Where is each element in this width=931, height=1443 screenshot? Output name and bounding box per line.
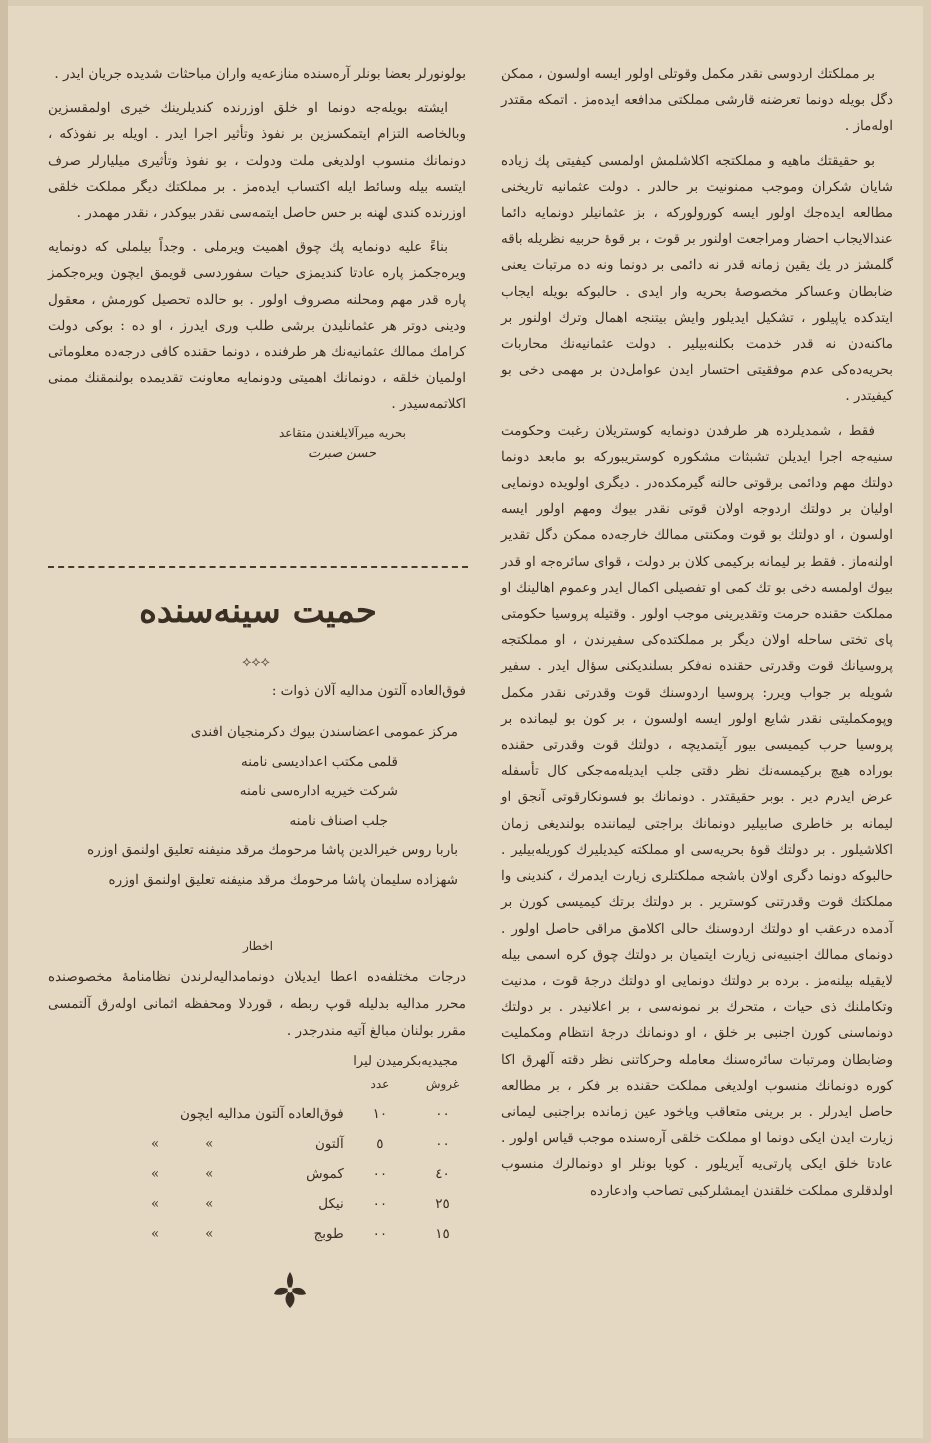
cell-count: ٠٠	[372, 1196, 388, 1212]
table-row	[128, 1219, 473, 1249]
section-divider	[48, 566, 468, 568]
cell-ditto: »	[150, 1136, 160, 1152]
left-paragraph-1: بولونورلر بعضا بونلر آره‌سنده منازعه‌یه واران مباحثات شدیده جریان ایدر .	[54, 66, 466, 82]
table-row	[128, 1159, 473, 1189]
cell-piastre: ٢٥	[435, 1196, 450, 1212]
cell-count: ١٠	[372, 1106, 388, 1122]
notice-text: درجات مختلفه‌ده اعطا ایدیلان دونمامدالیه‌لرندن نظامنامهٔ مخصوصنده محرر مدالیه بدلیله قوپ ربطه ، قوردلا ومحفظه اثمانی اوله‌رق آلتمسی مقرر بولنان مبالغ آتیه مندرجدر .	[48, 969, 466, 1039]
right-paragraph-2: بو حقیقتك ماهیه و مملکتجه اکلاشلمش اولمسی کیفیتی پك زیاده شایان شکران وموجب ممنونیت بر حالدر . دولت عثمانیه تاریخنی مطالعه ایده‌جك اولور ایسه کورولورکه ، بز عثمانیلر دونمایه دائما عندالایجاب احضار ومراجعت اولنور بر قوت ، بر قوهٔ حربیه نظریله باقه‌ گلمشز در یك یقین زمانه قدر نه دائمی بر دونما ونه ده مرتبات یعنی ضابطان وعساکر مخصوصهٔ بحریه وار ایدی . حالبوکه بویله ایجاب ایتدکده یاپیلور ، تشکیل ایدیلور وایش بیتنجه اهمال وترك اولنور بر ماکنه‌دن نه قدر خدمت بکلنه‌بیلیر . دولت عثمانیه‌نك محاربات بحریه‌ده‌کی عدم موفقیتی احتسار ایدن عوامل‌دن بر مهمی دخی بو کیفیتدر .	[501, 152, 893, 405]
honorees-intro: فوق‌العاده آلتون مدالیه آلان ذوات :	[271, 683, 466, 699]
cell-medal-name: نیکل	[318, 1196, 344, 1212]
list-item: جلب اصناف نامنه	[289, 812, 388, 829]
table-row	[128, 1129, 473, 1159]
cell-ditto: »	[205, 1166, 214, 1182]
list-item: باربا روس خیرالدین پاشا مرحومك مرقد منیفنه تعلیق اولنمق اوزره	[87, 842, 458, 858]
page-edge	[0, 0, 8, 1443]
cell-medal-name: کموش	[306, 1166, 344, 1182]
list-item: شرکت خیریه اداره‌سی نامنه	[239, 783, 398, 799]
list-item: قلمی مکتب اعدادیسی نامنه	[241, 753, 398, 770]
left-paragraph-3: بناءً علیه دونمایه پك چوق اهمیت ویرملی . وجداً بیلملی که دونمایه ویره‌جکمز پاره عادتا کندیمزی حیات سفوردسی قویمق ایچون ویره‌جکمز پاره قدر مهم ومحلنه مصروف اولور . بو حالده تحصیل کورمش ، معقول ودینی دوتر هر عثمانلیدن برشی طلب وری ایدرز ، او ده : بوکی دولت کرامك ممالك عثمانیه‌نك هر طرفنده ، دونما حقنده کافی درجه‌ده معلوماتی اولمیان خلقه ، دونمانك اهمیتی ودونمایه معاونت تقدیمده بولنمقنك ممنی اکلاتمه‌سیدر .	[48, 239, 466, 413]
floral-tailpiece-icon	[270, 1268, 310, 1312]
cell-piastre: ٠٠	[435, 1136, 450, 1152]
table-header-row	[128, 1077, 473, 1099]
left-column	[48, 61, 466, 471]
cell-ditto: »	[205, 1136, 214, 1152]
ornament-flourish-icon: ⟡⟡⟡	[242, 654, 270, 670]
cell-ditto: »	[150, 1196, 160, 1212]
cell-ditto: »	[150, 1166, 160, 1182]
cell-medal-name: فوق‌العاده آلتون مدالیه ایچون	[179, 1106, 344, 1122]
table-row	[128, 1189, 473, 1219]
cell-count: ٠٠	[372, 1226, 388, 1242]
column-header-count: عدد	[370, 1077, 390, 1091]
cell-ditto: »	[205, 1226, 214, 1242]
left-paragraph-2: ایشته بویله‌جه دونما او خلق اوزرنده کندیلرینك خیری اولمقسزین وبالخاصه التزام ایتمکسزین بر نفوذ وتأثیر اجرا ایدر . اویله بر نفوذکه ، دونمانك منسوب اولدیغی ملت ودولت ، بو نفوذ وتأثیری میلیارلر صرف ایتسه بیله وسائط ایله اکتساب ایده‌مز . بر مملکتك دیگر مملکت خلقی اوزرنده کندی لهنه بر حس حاصل ایتمه‌سی نقدر بیوکدر ، نقدر مهمدر .	[48, 100, 466, 222]
author-rank: بحریه میرآلایلغندن متقاعد	[278, 425, 406, 440]
right-column	[501, 61, 893, 1212]
cell-piastre: ٠٠	[435, 1106, 450, 1122]
cell-ditto: »	[150, 1226, 160, 1242]
cell-piastre: ٤٠	[435, 1166, 450, 1182]
table-row	[128, 1099, 473, 1129]
cell-count: ٠٠	[372, 1166, 388, 1182]
price-caption: مجیدیه‌بکرمیدن لیرا	[353, 1054, 458, 1069]
list-item: مرکز عمومی اعضاسندن بیوك دکرمنجیان افندی	[190, 724, 458, 740]
honorees-list	[48, 718, 468, 895]
cell-count: ٥	[376, 1136, 384, 1152]
column-header-piastre: غروش	[425, 1077, 460, 1091]
list-item: شهزاده سلیمان پاشا مرحومك مرقد منیفنه تعلیق اولنمق اوزره	[108, 871, 458, 888]
right-paragraph-3: فقط ، شمدیلرده هر طرفدن دونمایه کوستریلان رغبت وحکومت سنیه‌جه اجرا ایدیلن تشبثات مشکوره کوستریبورکه بو مابعد دونما دولتك مهم ودائمی برقوتی حالنه گیرمکده‌در . دیگری اولویده دونمایی اولیان بر دولتك اردوجه اولان قوتی نقدر بیوك ومهم اولور ایسه اولسون ، او دولتك بو قوت ومکنتی ممالك خارجه‌ده ممکن دگل تقدیر اولنه‌ماز . فقط بر لیمانه برکیمی کلان بر دولت ، قوای سائره‌جه او قدر بیوك اولمسه دخی بو تك کمی او تفصیلی اکمال ایدر وعموم اهالینك او مملکت حقنده حرمت وتقدیرینی موجب اولور . وقتیله پروسیا حکومتی پای تختی ساحله اولان دیگر بر مملکتده‌کی سفیرندن ، او مملکتجه پروسیانك قوت وقدرتی حقنده نه‌فکر بسلندیکنی سؤال ایدر . سفیر شویله بر جواب ویرر: پروسیا اردوسنك قوت وقدرتی نقدر مکمل وپومکملیتی نقدر شایع اولور ایسه اولسون ، بر کون بو لیمانده بر پروسیا حرب کیمیسی بیور آیتمدیچه ، دولتك قوت وقدرتی حقنده بوراده هیچ برکیمسه‌نك نظر دقتی جلب ایدیله‌مه‌جکی کال تأسفله عرض ایدرم دیر . بوبر حقیقتدر . دونمانك بو فسونکارقوتی آنجق او لیمانه بر خاطری صابیلیر دونمانك براجتی لیماننده بولندیغی زمان اکلاشیلور . بر دولتك قوهٔ بحریه‌سی او مملکته کیدیلیرك کوریله‌بیلیر . حالبوکه دونما دگری اولان باشجه مملکتلری زیارت ایدمرك ، کندینی وا مملکتك قوت وقدرتنی کوستریر . بر دولتك برتك کیمیسی کورن بر آدمده درعقب او دولتك اردوسنك حالی اکلامق مراقی حاصل اولور . دونمای ممالك اجنبیه‌نی زیارت ایتمیان بر دولتك چوق کره اسمی بیله لایقیله بیلنه‌مز . برده بر دولتك دونمایی او دولتك درجهٔ قوت ، مدنیت وتکاملنك ذی حیات ، متحرك بر نمونه‌سی ، بر اعلانیدر . بر دولتك دونماسنی کورن اجنبی بر خلق ، او دونمانك درجهٔ انتظام ومکملیت وضابطان ومرتبات سائره‌سنك معامله وحرکاتنی نظر دقته آلهرق اکا کوره دونمانك منسوب اولدیغی مملکت حقنده بر فکر ، بر مطالعه حاصل ایدرلر . بر برینی متعاقب ویاخود عین زمانده براجنبی لیمانی زیارت ایدن ایکی دونما او مملکت خلقی آره‌سنده موجب قیاس اولور . عادتا خلق ایکی پارتی‌یه آیریلور . کویا بونلر او دونمالرك منسوب اولدقلری مملکت خلقندن ایمشلرکبی تصاحب وادعا‌رده	[501, 422, 893, 1199]
notice-heading: اخطار	[242, 939, 274, 953]
price-table	[128, 1077, 473, 1249]
magazine-page	[8, 6, 923, 1438]
cell-piastre: ١٥	[435, 1226, 450, 1242]
cell-medal-name: طوبج	[313, 1226, 344, 1242]
cell-medal-name: آلتون	[314, 1136, 344, 1152]
section-title: حمیت سینه‌سنده	[139, 591, 377, 631]
author-signature: حسن صبرت	[307, 445, 376, 461]
right-paragraph-1: بر مملکتك اردوسی نقدر مکمل وقوتلی اولور ایسه اولسون ، ممکن دگل بویله دونما تعرضنه قارشی مملکتی مدافعه ایده‌مز . اتمکه مقتدر اوله‌ماز .	[501, 66, 893, 135]
cell-ditto: »	[205, 1196, 214, 1212]
